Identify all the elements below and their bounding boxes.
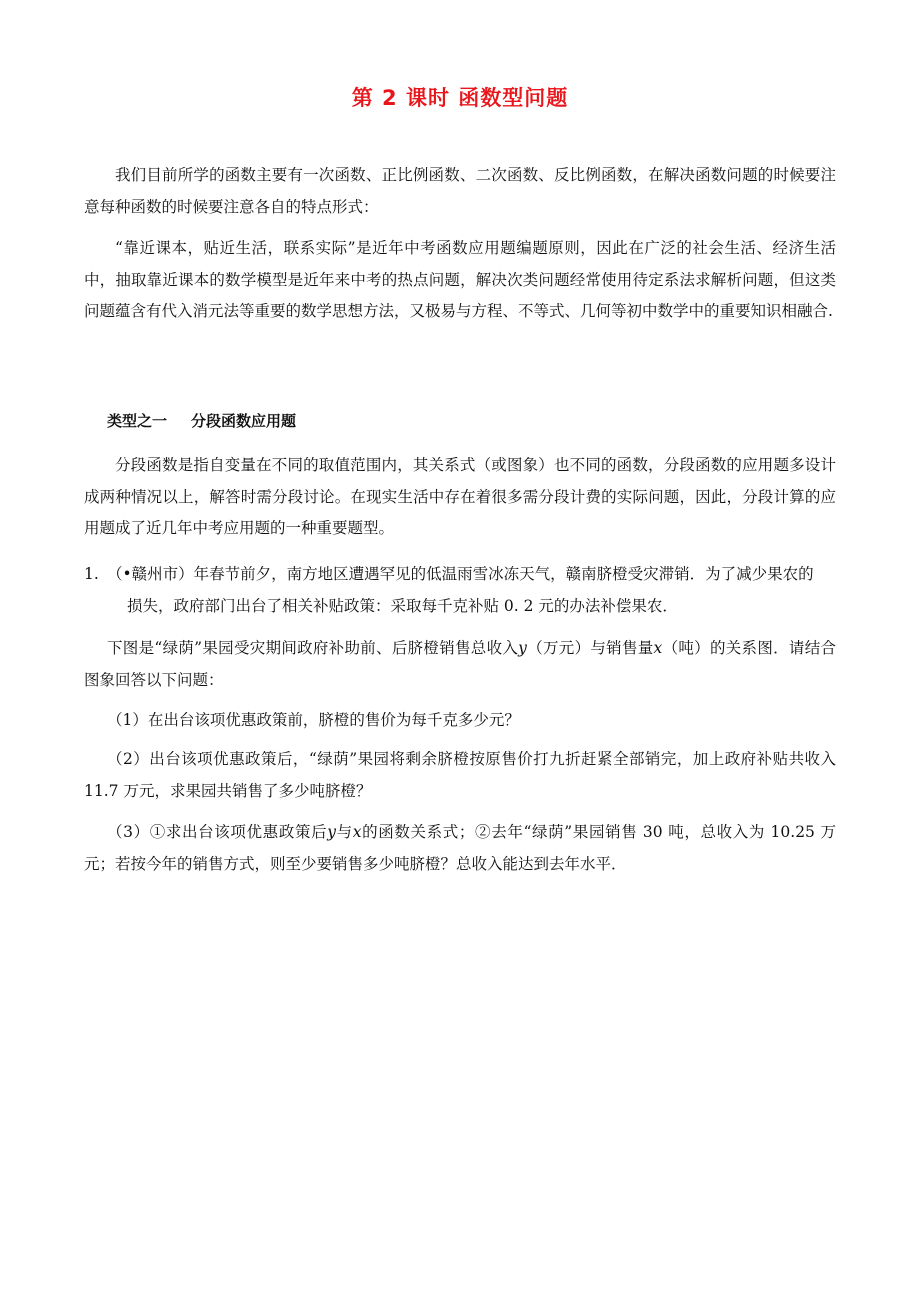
sub3-var-y: y — [327, 823, 336, 841]
question-line-2: 损失，政府部门出台了相关补贴政策：采取每千克补贴 0. 2 元的办法补偿果农． — [127, 596, 678, 615]
question-number: 1. — [84, 565, 99, 583]
graph-desc-a: 下图是“绿荫”果园受灾期间政府补助前、后脐橙销售总收入 — [107, 639, 519, 657]
sub-question-3 — [84, 817, 836, 880]
sub-question-3-a: （3）①求出台该项优惠政策后 — [107, 823, 328, 841]
intro-paragraph-1: 我们目前所学的函数主要有一次函数、正比例函数、二次函数、反比例函数，在解决函数问题的时候要注意每种函数的时候要注意各自的特点形式： — [84, 166, 836, 216]
sub-question-1-text: （1）在出台该项优惠政策前，脐橙的售价为每千克多少元？ — [107, 711, 520, 729]
sub-question-2-text: （2）出台该项优惠政策后，“绿荫”果园将剩余脐橙按原售价打九折赶紧全部销完，加上政府补贴共收入 11.7 万元，求果园共销售了多少吨脐橙？ — [84, 750, 836, 800]
var-x: x — [653, 639, 663, 657]
graph-desc-b: （万元）与销售量 — [526, 639, 654, 657]
sub-question-3-c: 的函数关系式；②去年“绿荫”果园销售 30 吨，总收入为 10.25 万元；若按今年的销售方式，则至少要销售多少吨脐橙？总收入能达到去年水平． — [84, 823, 836, 873]
section-heading — [107, 410, 296, 431]
question-line-1: （•赣州市）年春节前夕，南方地区遭遇罕见的低温雨雪冰冻天气，赣南脐橙受灾滞销．为了减少果农的 — [107, 565, 814, 583]
question-stem — [107, 559, 836, 622]
intro-paragraph-2: “靠近课本，贴近生活，联系实际”是近年中考函数应用题编题原则，因此在广泛的社会生活、经济生活中，抽取靠近课本的数学模型是近年来中考的热点问题，解决次类问题经常使用待定系法求解析问题，但这类问题蕴含有代入消元法等重要的数学思想方法，又极易与方程、不等式、几何等初中数学中的重要知识相融合. — [84, 239, 836, 320]
section-description: 分段函数是指自变量在不同的取值范围内，其关系式（或图象）也不同的函数，分段函数的应用题多设计成两种情况以上，解答时需分段讨论。在现实生活中存在着很多需分段计费的实际问题，因此，分段计算的应用题成了近几年中考应用题的一种重要题型。 — [84, 456, 836, 537]
graph-desc-c: （吨）的关系图．请结合图象回答以下问题： — [84, 639, 836, 689]
section-label: 类型之一 — [107, 412, 168, 430]
graph-description — [84, 633, 836, 696]
var-y: y — [518, 639, 527, 657]
sub-question-3-b: 与 — [335, 823, 353, 841]
page-title: 第 2 课时 函数型问题 — [351, 86, 569, 110]
sub-question-2 — [84, 744, 836, 807]
sub-question-1 — [84, 705, 836, 737]
sub3-var-x: x — [352, 823, 362, 841]
section-name: 分段函数应用题 — [191, 412, 297, 430]
